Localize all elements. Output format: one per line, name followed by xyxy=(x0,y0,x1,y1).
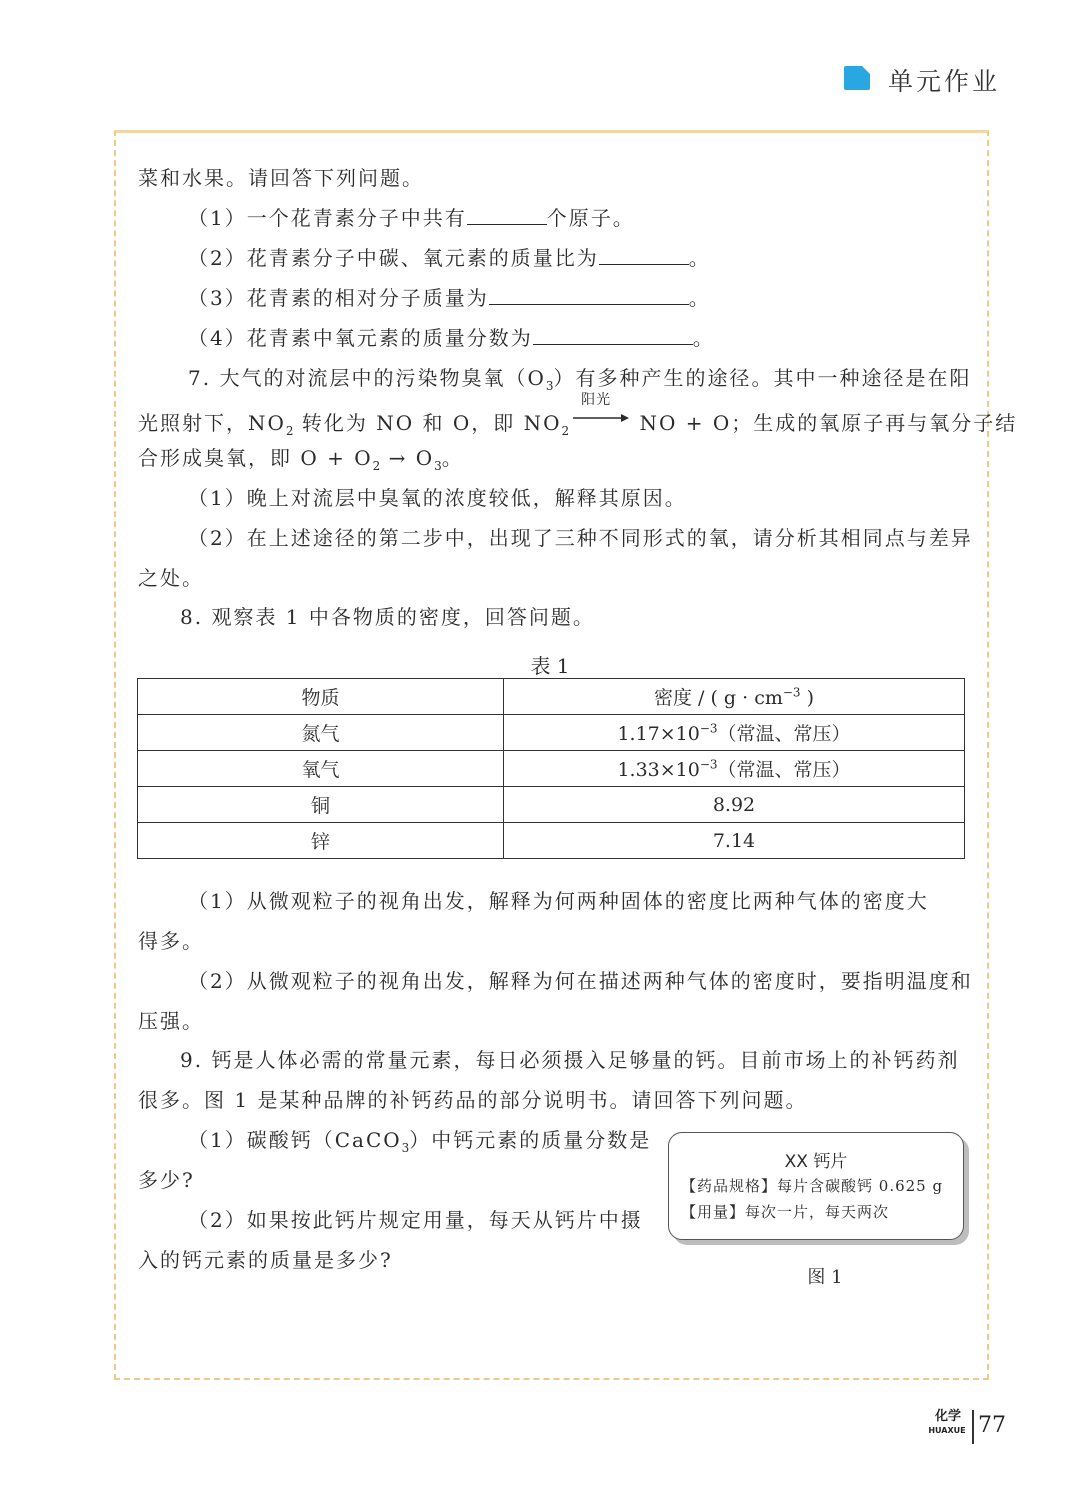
q7-part2-cont: 之处。 xyxy=(138,566,204,590)
density-table xyxy=(137,678,965,859)
q6-intro-tail: 菜和水果。请回答下列问题。 xyxy=(138,166,424,190)
answer-blank[interactable] xyxy=(467,206,547,225)
table-row xyxy=(138,715,965,751)
q6-part3: （3）花青素的相对分子质量为 。 xyxy=(188,286,711,310)
density-cell: 8.92 xyxy=(504,787,965,823)
header-substance: 物质 xyxy=(138,679,504,715)
footer-divider xyxy=(972,1410,974,1444)
table-row xyxy=(138,823,965,859)
table-header-row xyxy=(138,679,965,715)
answer-blank[interactable] xyxy=(533,326,693,345)
q7-line2: 光照射下，$NO_2$ 转化为 NO 和 O，即 $NO_2$ 阳光 NO + O；生成的氧原子再与氧分子结 xyxy=(138,406,964,443)
q9-part1: （1）碳酸钙（CaCO$_3$）中钙元素的质量分数是 xyxy=(188,1128,652,1155)
substance-cell: 氧气 xyxy=(138,751,504,787)
q6-part1: （1）一个花青素分子中共有 个原子。 xyxy=(188,206,635,230)
answer-blank[interactable] xyxy=(599,246,689,265)
footer-subject: 化学 xyxy=(934,1409,961,1424)
reaction-arrow xyxy=(569,392,631,430)
page-number: 77 xyxy=(978,1413,1006,1438)
q9-part1-cont: 多少? xyxy=(138,1168,195,1192)
q8-part1-cont: 得多。 xyxy=(138,929,204,953)
q9-part2-cont: 入的钙元素的质量是多少? xyxy=(138,1248,393,1272)
section-title: 单元作业 xyxy=(888,67,1001,96)
footer-pinyin: HUAXUE xyxy=(928,1426,966,1435)
q7-part1: （1）晚上对流层中臭氧的浓度较低，解释其原因。 xyxy=(188,486,687,510)
arrow-label: 阳光 xyxy=(581,392,612,408)
q8-part2: （2）从微观粒子的视角出发，解释为何在描述两种气体的密度时，要指明温度和 xyxy=(188,969,973,993)
figure-title: XX 钙片 xyxy=(784,1152,848,1172)
figure-spec-line: 【药品规格】每片含碳酸钙 0.625 g xyxy=(681,1177,944,1195)
q6-part2: （2）花青素分子中碳、氧元素的质量比为 。 xyxy=(188,246,711,270)
substance-cell: 锌 xyxy=(138,823,504,859)
q8-intro: 8. 观察表 1 中各物质的密度，回答问题。 xyxy=(180,605,595,629)
q9-part2: （2）如果按此钙片规定用量，每天从钙片中摄 xyxy=(188,1208,643,1232)
q7-part2: （2）在上述途径的第二步中，出现了三种不同形式的氧，请分析其相同点与差异 xyxy=(188,526,973,550)
density-cell: $1.33\times 10^{-3}$（常温、常压） xyxy=(504,751,965,787)
q9-line1: 9. 钙是人体必需的常量元素，每日必须摄入足够量的钙。目前市场上的补钙药剂 xyxy=(180,1048,960,1072)
q9-line2: 很多。图 1 是某种品牌的补钙药品的部分说明书。请回答下列问题。 xyxy=(138,1088,808,1112)
table-row xyxy=(138,787,965,823)
calcium-label-figure xyxy=(668,1132,964,1240)
q8-part2-cont: 压强。 xyxy=(138,1009,204,1033)
density-cell: 7.14 xyxy=(504,823,965,859)
q7-line1: 7. 大气的对流层中的污染物臭氧$(O_3)$有多种产生的途径。其中一种途径是在阳 xyxy=(188,366,972,393)
header-density: 密度 / ( $g \cdot cm^{-3}$ ) xyxy=(504,679,965,715)
table-row xyxy=(138,751,965,787)
figure-caption: 图 1 xyxy=(807,1267,843,1288)
blue-square-icon xyxy=(842,64,872,92)
q6-part4: （4）花青素中氧元素的质量分数为 。 xyxy=(188,326,715,350)
q8-part1: （1）从微观粒子的视角出发，解释为何两种固体的密度比两种气体的密度大 xyxy=(188,889,929,913)
q7-line3: 合形成臭氧，即 $O + O_2 \to O_3$。 xyxy=(138,446,464,473)
table-caption: 表 1 xyxy=(530,654,570,678)
density-cell: $1.17\times 10^{-3}$（常温、常压） xyxy=(504,715,965,751)
figure-dosage-line: 【用量】每次一片，每天两次 xyxy=(681,1203,890,1221)
substance-cell: 氮气 xyxy=(138,715,504,751)
answer-blank[interactable] xyxy=(489,286,689,305)
substance-cell: 铜 xyxy=(138,787,504,823)
